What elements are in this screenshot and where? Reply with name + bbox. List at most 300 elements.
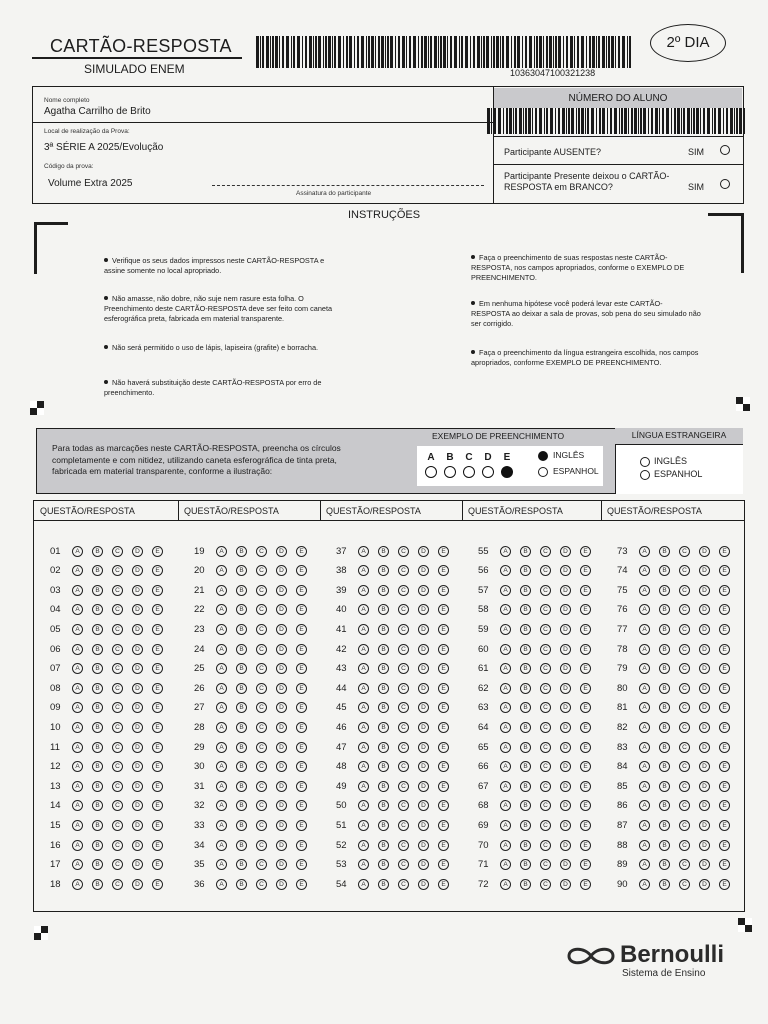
answer-bubble-e[interactable]: E [719, 585, 730, 596]
answer-bubble-e[interactable]: E [580, 879, 591, 890]
answer-bubble-b[interactable]: B [236, 644, 247, 655]
answer-bubble-b[interactable]: B [520, 722, 531, 733]
answer-bubble-b[interactable]: B [659, 742, 670, 753]
answer-bubble-c[interactable]: C [398, 604, 409, 615]
answer-bubble-c[interactable]: C [112, 859, 123, 870]
answer-bubble-d[interactable]: D [699, 859, 710, 870]
answer-bubble-c[interactable]: C [540, 840, 551, 851]
answer-bubble-c[interactable]: C [398, 820, 409, 831]
answer-bubble-e[interactable]: E [438, 565, 449, 576]
answer-bubble-e[interactable]: E [296, 761, 307, 772]
answer-bubble-b[interactable]: B [520, 624, 531, 635]
answer-bubble-a[interactable]: A [358, 800, 369, 811]
answer-bubble-b[interactable]: B [659, 644, 670, 655]
answer-bubble-e[interactable]: E [152, 840, 163, 851]
answer-bubble-e[interactable]: E [719, 663, 730, 674]
answer-bubble-b[interactable]: B [659, 663, 670, 674]
answer-bubble-c[interactable]: C [398, 585, 409, 596]
answer-bubble-d[interactable]: D [276, 879, 287, 890]
answer-bubble-c[interactable]: C [398, 546, 409, 557]
answer-bubble-b[interactable]: B [378, 742, 389, 753]
answer-bubble-c[interactable]: C [112, 585, 123, 596]
answer-bubble-b[interactable]: B [236, 859, 247, 870]
answer-bubble-b[interactable]: B [236, 546, 247, 557]
answer-bubble-c[interactable]: C [256, 604, 267, 615]
answer-bubble-d[interactable]: D [560, 565, 571, 576]
answer-bubble-a[interactable]: A [358, 761, 369, 772]
answer-bubble-a[interactable]: A [216, 781, 227, 792]
answer-bubble-c[interactable]: C [256, 761, 267, 772]
answer-bubble-d[interactable]: D [418, 761, 429, 772]
answer-bubble-d[interactable]: D [699, 683, 710, 694]
answer-bubble-d[interactable]: D [418, 781, 429, 792]
answer-bubble-c[interactable]: C [398, 663, 409, 674]
answer-bubble-b[interactable]: B [378, 800, 389, 811]
answer-bubble-e[interactable]: E [296, 800, 307, 811]
answer-bubble-c[interactable]: C [256, 820, 267, 831]
answer-bubble-b[interactable]: B [236, 761, 247, 772]
answer-bubble-a[interactable]: A [358, 820, 369, 831]
answer-bubble-a[interactable]: A [72, 781, 83, 792]
answer-bubble-e[interactable]: E [719, 546, 730, 557]
answer-bubble-a[interactable]: A [216, 722, 227, 733]
answer-bubble-e[interactable]: E [152, 565, 163, 576]
answer-bubble-a[interactable]: A [216, 604, 227, 615]
answer-bubble-e[interactable]: E [296, 840, 307, 851]
answer-bubble-c[interactable]: C [540, 604, 551, 615]
answer-bubble-e[interactable]: E [152, 546, 163, 557]
answer-bubble-d[interactable]: D [276, 781, 287, 792]
answer-bubble-e[interactable]: E [152, 624, 163, 635]
answer-bubble-b[interactable]: B [520, 663, 531, 674]
answer-bubble-d[interactable]: D [276, 663, 287, 674]
answer-bubble-c[interactable]: C [256, 565, 267, 576]
answer-bubble-a[interactable]: A [216, 840, 227, 851]
answer-bubble-b[interactable]: B [92, 742, 103, 753]
answer-bubble-b[interactable]: B [378, 624, 389, 635]
answer-bubble-c[interactable]: C [540, 585, 551, 596]
answer-bubble-b[interactable]: B [659, 722, 670, 733]
answer-bubble-a[interactable]: A [500, 644, 511, 655]
answer-bubble-c[interactable]: C [398, 722, 409, 733]
answer-bubble-e[interactable]: E [438, 742, 449, 753]
answer-bubble-c[interactable]: C [398, 565, 409, 576]
answer-bubble-a[interactable]: A [358, 879, 369, 890]
answer-bubble-c[interactable]: C [398, 624, 409, 635]
answer-bubble-a[interactable]: A [639, 781, 650, 792]
answer-bubble-a[interactable]: A [216, 644, 227, 655]
answer-bubble-a[interactable]: A [358, 644, 369, 655]
answer-bubble-d[interactable]: D [418, 840, 429, 851]
answer-bubble-c[interactable]: C [398, 800, 409, 811]
answer-bubble-a[interactable]: A [72, 683, 83, 694]
answer-bubble-d[interactable]: D [276, 565, 287, 576]
answer-bubble-e[interactable]: E [719, 761, 730, 772]
answer-bubble-b[interactable]: B [520, 859, 531, 870]
answer-bubble-d[interactable]: D [276, 840, 287, 851]
answer-bubble-d[interactable]: D [276, 683, 287, 694]
answer-bubble-a[interactable]: A [639, 742, 650, 753]
answer-bubble-a[interactable]: A [358, 585, 369, 596]
answer-bubble-d[interactable]: D [699, 663, 710, 674]
answer-bubble-a[interactable]: A [639, 800, 650, 811]
answer-bubble-a[interactable]: A [216, 820, 227, 831]
answer-bubble-c[interactable]: C [256, 722, 267, 733]
answer-bubble-d[interactable]: D [276, 800, 287, 811]
answer-bubble-b[interactable]: B [378, 604, 389, 615]
answer-bubble-b[interactable]: B [378, 820, 389, 831]
answer-bubble-e[interactable]: E [296, 722, 307, 733]
answer-bubble-d[interactable]: D [132, 624, 143, 635]
answer-bubble-c[interactable]: C [256, 742, 267, 753]
answer-bubble-a[interactable]: A [358, 859, 369, 870]
answer-bubble-a[interactable]: A [216, 683, 227, 694]
answer-bubble-d[interactable]: D [132, 800, 143, 811]
answer-bubble-a[interactable]: A [72, 565, 83, 576]
answer-bubble-b[interactable]: B [520, 879, 531, 890]
answer-bubble-b[interactable]: B [378, 722, 389, 733]
answer-bubble-a[interactable]: A [500, 702, 511, 713]
answer-bubble-d[interactable]: D [276, 702, 287, 713]
answer-bubble-e[interactable]: E [580, 800, 591, 811]
answer-bubble-d[interactable]: D [132, 820, 143, 831]
answer-bubble-b[interactable]: B [236, 781, 247, 792]
answer-bubble-a[interactable]: A [639, 644, 650, 655]
answer-bubble-e[interactable]: E [438, 644, 449, 655]
answer-bubble-d[interactable]: D [418, 820, 429, 831]
answer-bubble-d[interactable]: D [560, 800, 571, 811]
answer-bubble-c[interactable]: C [679, 859, 690, 870]
answer-bubble-e[interactable]: E [296, 604, 307, 615]
answer-bubble-b[interactable]: B [236, 565, 247, 576]
answer-bubble-d[interactable]: D [276, 820, 287, 831]
answer-bubble-c[interactable]: C [112, 840, 123, 851]
answer-bubble-c[interactable]: C [398, 781, 409, 792]
answer-bubble-c[interactable]: C [679, 879, 690, 890]
answer-bubble-e[interactable]: E [438, 546, 449, 557]
answer-bubble-b[interactable]: B [659, 840, 670, 851]
answer-bubble-c[interactable]: C [112, 879, 123, 890]
answer-bubble-b[interactable]: B [659, 585, 670, 596]
answer-bubble-d[interactable]: D [132, 585, 143, 596]
answer-bubble-d[interactable]: D [418, 859, 429, 870]
answer-bubble-d[interactable]: D [699, 624, 710, 635]
answer-bubble-a[interactable]: A [216, 800, 227, 811]
answer-bubble-e[interactable]: E [152, 800, 163, 811]
answer-bubble-a[interactable]: A [216, 663, 227, 674]
answer-bubble-b[interactable]: B [236, 624, 247, 635]
answer-bubble-a[interactable]: A [639, 840, 650, 851]
answer-bubble-e[interactable]: E [152, 702, 163, 713]
answer-bubble-d[interactable]: D [560, 820, 571, 831]
answer-bubble-a[interactable]: A [500, 781, 511, 792]
answer-bubble-d[interactable]: D [560, 546, 571, 557]
answer-bubble-a[interactable]: A [72, 840, 83, 851]
answer-bubble-c[interactable]: C [540, 722, 551, 733]
answer-bubble-e[interactable]: E [719, 722, 730, 733]
answer-bubble-b[interactable]: B [92, 663, 103, 674]
answer-bubble-d[interactable]: D [276, 604, 287, 615]
answer-bubble-b[interactable]: B [520, 840, 531, 851]
answer-bubble-a[interactable]: A [500, 879, 511, 890]
answer-bubble-d[interactable]: D [132, 781, 143, 792]
answer-bubble-c[interactable]: C [112, 742, 123, 753]
answer-bubble-b[interactable]: B [236, 683, 247, 694]
answer-bubble-e[interactable]: E [152, 604, 163, 615]
answer-bubble-b[interactable]: B [92, 879, 103, 890]
answer-bubble-b[interactable]: B [236, 800, 247, 811]
spanish-bubble[interactable] [640, 470, 650, 480]
answer-bubble-c[interactable]: C [112, 644, 123, 655]
answer-bubble-d[interactable]: D [560, 742, 571, 753]
answer-bubble-b[interactable]: B [92, 761, 103, 772]
answer-bubble-a[interactable]: A [639, 820, 650, 831]
answer-bubble-e[interactable]: E [152, 859, 163, 870]
answer-bubble-a[interactable]: A [72, 722, 83, 733]
answer-bubble-a[interactable]: A [216, 702, 227, 713]
answer-bubble-b[interactable]: B [378, 702, 389, 713]
answer-bubble-e[interactable]: E [438, 859, 449, 870]
answer-bubble-c[interactable]: C [112, 565, 123, 576]
answer-bubble-a[interactable]: A [358, 742, 369, 753]
answer-bubble-e[interactable]: E [719, 702, 730, 713]
answer-bubble-e[interactable]: E [296, 859, 307, 870]
answer-bubble-b[interactable]: B [378, 663, 389, 674]
answer-bubble-c[interactable]: C [256, 840, 267, 851]
answer-bubble-d[interactable]: D [418, 663, 429, 674]
answer-bubble-e[interactable]: E [296, 644, 307, 655]
answer-bubble-d[interactable]: D [132, 683, 143, 694]
answer-bubble-d[interactable]: D [418, 565, 429, 576]
answer-bubble-e[interactable]: E [438, 761, 449, 772]
answer-bubble-d[interactable]: D [132, 565, 143, 576]
answer-bubble-b[interactable]: B [236, 722, 247, 733]
answer-bubble-d[interactable]: D [132, 546, 143, 557]
answer-bubble-c[interactable]: C [540, 820, 551, 831]
answer-bubble-d[interactable]: D [276, 546, 287, 557]
answer-bubble-d[interactable]: D [418, 624, 429, 635]
answer-bubble-e[interactable]: E [296, 702, 307, 713]
answer-bubble-c[interactable]: C [540, 702, 551, 713]
answer-bubble-a[interactable]: A [500, 800, 511, 811]
answer-bubble-e[interactable]: E [580, 683, 591, 694]
answer-bubble-c[interactable]: C [540, 683, 551, 694]
answer-bubble-a[interactable]: A [358, 624, 369, 635]
answer-bubble-a[interactable]: A [500, 546, 511, 557]
answer-bubble-e[interactable]: E [580, 761, 591, 772]
answer-bubble-b[interactable]: B [659, 800, 670, 811]
answer-bubble-b[interactable]: B [378, 761, 389, 772]
answer-bubble-a[interactable]: A [639, 585, 650, 596]
answer-bubble-a[interactable]: A [639, 859, 650, 870]
answer-bubble-c[interactable]: C [679, 624, 690, 635]
answer-bubble-b[interactable]: B [236, 879, 247, 890]
answer-bubble-e[interactable]: E [719, 840, 730, 851]
answer-bubble-c[interactable]: C [679, 761, 690, 772]
answer-bubble-b[interactable]: B [520, 644, 531, 655]
answer-bubble-b[interactable]: B [236, 742, 247, 753]
answer-bubble-d[interactable]: D [132, 840, 143, 851]
answer-bubble-a[interactable]: A [500, 624, 511, 635]
answer-bubble-c[interactable]: C [540, 663, 551, 674]
answer-bubble-c[interactable]: C [256, 781, 267, 792]
answer-bubble-c[interactable]: C [540, 781, 551, 792]
answer-bubble-c[interactable]: C [540, 879, 551, 890]
answer-bubble-a[interactable]: A [500, 565, 511, 576]
answer-bubble-e[interactable]: E [719, 624, 730, 635]
answer-bubble-c[interactable]: C [112, 546, 123, 557]
answer-bubble-e[interactable]: E [719, 781, 730, 792]
answer-bubble-d[interactable]: D [132, 604, 143, 615]
answer-bubble-d[interactable]: D [560, 604, 571, 615]
answer-bubble-e[interactable]: E [438, 663, 449, 674]
answer-bubble-e[interactable]: E [296, 781, 307, 792]
answer-bubble-a[interactable]: A [358, 683, 369, 694]
answer-bubble-e[interactable]: E [580, 663, 591, 674]
answer-bubble-e[interactable]: E [580, 565, 591, 576]
answer-bubble-d[interactable]: D [560, 644, 571, 655]
answer-bubble-b[interactable]: B [236, 840, 247, 851]
answer-bubble-d[interactable]: D [560, 585, 571, 596]
answer-bubble-d[interactable]: D [276, 722, 287, 733]
answer-bubble-d[interactable]: D [560, 840, 571, 851]
answer-bubble-b[interactable]: B [659, 879, 670, 890]
answer-bubble-e[interactable]: E [719, 683, 730, 694]
answer-bubble-a[interactable]: A [639, 722, 650, 733]
answer-bubble-a[interactable]: A [72, 859, 83, 870]
answer-bubble-b[interactable]: B [92, 565, 103, 576]
answer-bubble-a[interactable]: A [72, 800, 83, 811]
answer-bubble-d[interactable]: D [418, 585, 429, 596]
answer-bubble-b[interactable]: B [659, 702, 670, 713]
answer-bubble-e[interactable]: E [296, 565, 307, 576]
answer-bubble-c[interactable]: C [679, 742, 690, 753]
answer-bubble-b[interactable]: B [520, 585, 531, 596]
answer-bubble-e[interactable]: E [719, 565, 730, 576]
answer-bubble-c[interactable]: C [679, 683, 690, 694]
answer-bubble-c[interactable]: C [679, 585, 690, 596]
answer-bubble-a[interactable]: A [72, 820, 83, 831]
answer-bubble-b[interactable]: B [92, 644, 103, 655]
answer-bubble-e[interactable]: E [152, 683, 163, 694]
answer-bubble-a[interactable]: A [72, 761, 83, 772]
answer-bubble-e[interactable]: E [438, 781, 449, 792]
answer-bubble-c[interactable]: C [679, 702, 690, 713]
answer-bubble-d[interactable]: D [699, 879, 710, 890]
answer-bubble-a[interactable]: A [358, 546, 369, 557]
answer-bubble-d[interactable]: D [699, 702, 710, 713]
answer-bubble-b[interactable]: B [236, 663, 247, 674]
answer-bubble-b[interactable]: B [659, 604, 670, 615]
answer-bubble-c[interactable]: C [398, 840, 409, 851]
answer-bubble-d[interactable]: D [699, 800, 710, 811]
answer-bubble-c[interactable]: C [112, 624, 123, 635]
answer-bubble-e[interactable]: E [719, 859, 730, 870]
answer-bubble-c[interactable]: C [540, 644, 551, 655]
answer-bubble-b[interactable]: B [92, 722, 103, 733]
answer-bubble-c[interactable]: C [679, 722, 690, 733]
answer-bubble-b[interactable]: B [378, 683, 389, 694]
answer-bubble-c[interactable]: C [112, 604, 123, 615]
answer-bubble-d[interactable]: D [132, 742, 143, 753]
answer-bubble-e[interactable]: E [719, 879, 730, 890]
answer-bubble-c[interactable]: C [679, 781, 690, 792]
answer-bubble-c[interactable]: C [679, 546, 690, 557]
answer-bubble-c[interactable]: C [679, 663, 690, 674]
answer-bubble-d[interactable]: D [699, 585, 710, 596]
answer-bubble-b[interactable]: B [659, 565, 670, 576]
answer-bubble-d[interactable]: D [276, 644, 287, 655]
answer-bubble-b[interactable]: B [378, 546, 389, 557]
answer-bubble-c[interactable]: C [398, 859, 409, 870]
answer-bubble-c[interactable]: C [112, 663, 123, 674]
answer-bubble-e[interactable]: E [580, 742, 591, 753]
answer-bubble-b[interactable]: B [378, 585, 389, 596]
answer-bubble-e[interactable]: E [438, 683, 449, 694]
answer-bubble-e[interactable]: E [438, 585, 449, 596]
answer-bubble-e[interactable]: E [438, 604, 449, 615]
answer-bubble-c[interactable]: C [679, 604, 690, 615]
answer-bubble-a[interactable]: A [358, 781, 369, 792]
answer-bubble-b[interactable]: B [92, 820, 103, 831]
answer-bubble-d[interactable]: D [560, 859, 571, 870]
answer-bubble-e[interactable]: E [296, 663, 307, 674]
answer-bubble-d[interactable]: D [276, 742, 287, 753]
answer-bubble-e[interactable]: E [438, 800, 449, 811]
answer-bubble-d[interactable]: D [699, 722, 710, 733]
answer-bubble-a[interactable]: A [72, 702, 83, 713]
answer-bubble-b[interactable]: B [659, 624, 670, 635]
answer-bubble-c[interactable]: C [112, 800, 123, 811]
answer-bubble-b[interactable]: B [378, 644, 389, 655]
answer-bubble-c[interactable]: C [256, 683, 267, 694]
answer-bubble-a[interactable]: A [72, 644, 83, 655]
answer-bubble-b[interactable]: B [92, 781, 103, 792]
answer-bubble-e[interactable]: E [438, 624, 449, 635]
answer-bubble-a[interactable]: A [72, 879, 83, 890]
answer-bubble-d[interactable]: D [560, 624, 571, 635]
answer-bubble-e[interactable]: E [438, 702, 449, 713]
answer-bubble-e[interactable]: E [580, 624, 591, 635]
answer-bubble-b[interactable]: B [92, 624, 103, 635]
answer-bubble-d[interactable]: D [276, 624, 287, 635]
answer-bubble-c[interactable]: C [256, 585, 267, 596]
answer-bubble-e[interactable]: E [152, 742, 163, 753]
answer-bubble-c[interactable]: C [112, 781, 123, 792]
answer-bubble-a[interactable]: A [216, 565, 227, 576]
answer-bubble-e[interactable]: E [438, 722, 449, 733]
answer-bubble-c[interactable]: C [540, 546, 551, 557]
answer-bubble-b[interactable]: B [520, 800, 531, 811]
answer-bubble-e[interactable]: E [580, 820, 591, 831]
answer-bubble-d[interactable]: D [560, 683, 571, 694]
answer-bubble-a[interactable]: A [639, 604, 650, 615]
answer-bubble-a[interactable]: A [358, 702, 369, 713]
answer-bubble-d[interactable]: D [132, 879, 143, 890]
answer-bubble-b[interactable]: B [92, 546, 103, 557]
answer-bubble-d[interactable]: D [699, 546, 710, 557]
answer-bubble-b[interactable]: B [236, 820, 247, 831]
answer-bubble-a[interactable]: A [639, 761, 650, 772]
answer-bubble-a[interactable]: A [500, 742, 511, 753]
answer-bubble-e[interactable]: E [152, 781, 163, 792]
answer-bubble-d[interactable]: D [699, 742, 710, 753]
answer-bubble-a[interactable]: A [500, 683, 511, 694]
answer-bubble-b[interactable]: B [520, 742, 531, 753]
answer-bubble-a[interactable]: A [500, 820, 511, 831]
answer-bubble-c[interactable]: C [398, 879, 409, 890]
answer-bubble-b[interactable]: B [520, 565, 531, 576]
